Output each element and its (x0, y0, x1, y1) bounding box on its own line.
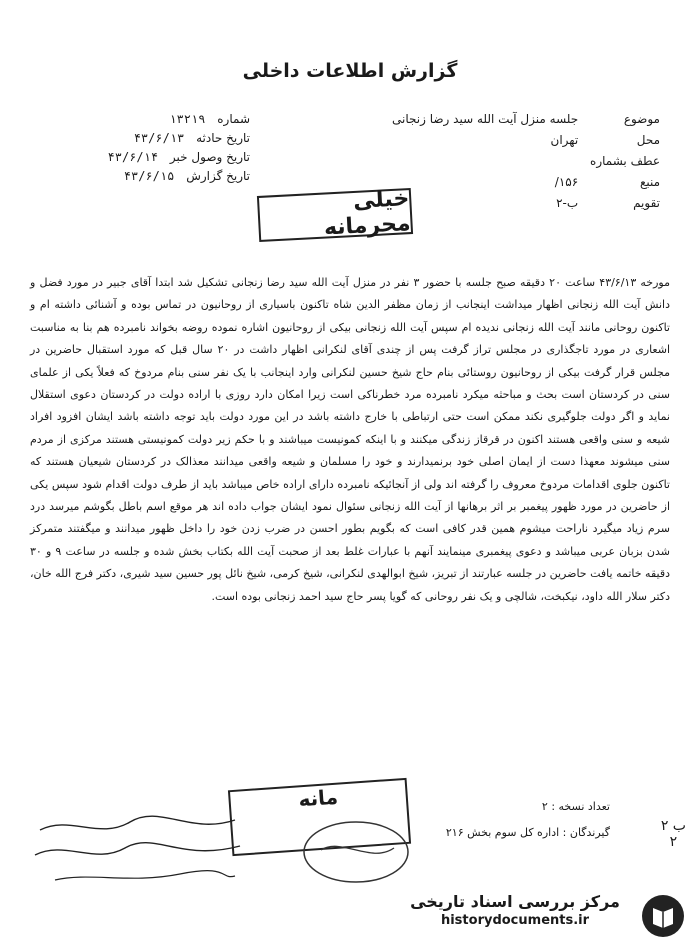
subject-label: موضوع (623, 112, 660, 126)
recipients-value: اداره کل سوم بخش ۲۱۶ (445, 826, 560, 839)
report-paragraph: مورخه ۴۳/۶/۱۳ ساعت ۲۰ دقیقه صبح جلسه با حضور ۳ نفر در منزل آیت الله سید رضا زنجانی تشکیل شد ابتدا آقای جبیر در مورد فضل و دانش آیت الله زنجانی اظهار میداشت اینجانب از زمان مظفر الدین شاه تاکنون باسیاری از روحانیون در تماس بوده و آشنائی داشته ام و تاکنون روحانی مانند آیت الله زنجانی ندیده ام سپس آیت الله زنجانی بیکی از روحانیون اشاره نموده روضه بخواند نامبرده هم بنا به مناسبت اشعاری در مورد تاجگذاری در مجلس تراز گرفت پس از چندی آقای لنکرانی اظهار داشت در ۲۰ سال قبل که مورد استقبال حاضرین در مجلس قرار گرفت بیکی از روحانیون روستائی بنام حاج شیخ حسین لنکرانی وارد اینجانب با یک نفر سنی بنام مردوخ که فعلاً یکی از علمای سنی در کردستان است بحث و مباحثه میکرد نامبرده مرد خطرناکی است زیرا امکان دارد روزی با اراده دولت در کردستان دعوی استقلال نماید و اگر دولت جلوگیری نکند ممکن است حتی ارتباطی با خارج داشته باشد در این مورد دولت باید توجه داشته باشد ایشان افزود افراد شیعه و سنی واقعی هستند اکنون در قرقاز زندگی میکنند و با اینکه کمونیست میباشند و با حکم زیر دولت کمونیستی هستند مرکزی از مردم سنی میشوند معهذا دست از ایمان اصلی خود برنمیدارند و خود را مسلمان و شیعه واقعی میدانند معذالک در کردستان شیعیان هستند که تاکنون جلوی اقدامات مردوخ معروف را گرفته اند ولی از آنجائیکه نامبرده دارای اراده خاص میباشد باید از طرف دولت اقدام شود سپس یکی از حاضرین در مورد ظهور پیغمبر بر اثر برهانها از آیت الله زنجانی سئوال نمود ایشان جواب داده اند هر موقع اسم باطل بگوشم میرسد درد سرم زیاد میگیرد ناراحت میشوم همین قدر کافی است که بگویم بطور احسن در ضرب زدن خود را داخل ظهور میدانند و میگفتند متمرکز شدن بزبان عربی میباشد و دعوی پیغمبری مینمایند آنهم با عبارات غلط بعد از صحبت آیت الله بکتاب بخش شده و جلسه در ساعت ۹ و ۳۰ دقیقه خاتمه یافت حاضرین در جلسه عبارتند از تبریز، شیخ ابوالهدی لنکرانی، شیخ کرمی، شیخ نائل پور حسین سید شیری، دکتر فرج الله خان، دکتر سلار الله داود، نیکبخت، شالچی و یک نفر روحانی که گویا پسر حاج سید احمد زنجانی بوده است. (30, 276, 670, 603)
location-value: تهران (550, 133, 579, 147)
reference-label: عطف بشماره (590, 154, 660, 168)
subject-row (260, 112, 660, 133)
watermark-name: مرکز بررسی اسناد تاریخی (410, 892, 620, 911)
report-date-label: تاریخ گزارش (186, 169, 250, 183)
document-title: گزارش اطلاعات داخلی (242, 60, 458, 82)
number-value: ۱۳۲۱۹ (169, 112, 206, 126)
rating-label: تقویم (633, 196, 660, 210)
report-date-value: ۴۳/۶/۱۵ (123, 169, 175, 183)
number-row (40, 112, 250, 131)
margin-note (661, 818, 686, 850)
copies-label: تعداد نسخه (558, 800, 610, 813)
event-date-label: تاریخ حادثه (196, 131, 250, 145)
received-date-value: ۴۳/۶/۱۴ (107, 150, 159, 164)
received-date-label: تاریخ وصول خبر (169, 150, 250, 164)
distribution-fields (390, 800, 610, 852)
watermark (390, 892, 640, 928)
report-body (30, 272, 670, 608)
number-label: شماره (217, 112, 250, 126)
handwritten-signature (30, 810, 250, 890)
book-emblem-icon (640, 893, 686, 939)
event-date-row (40, 131, 250, 150)
subject-value: جلسه منزل آیت الله سید رضا زنجانی (392, 112, 579, 126)
copies-row: تعداد نسخه : ۲ (541, 800, 610, 813)
watermark-url: historydocuments.ir (440, 913, 590, 928)
margin-note-line2: ۲ (669, 834, 678, 850)
reference-row (260, 154, 660, 175)
margin-note-line1: ب ۲ (660, 818, 686, 834)
source-label: منبع (639, 175, 660, 189)
recipients-row: گیرندگان : اداره کل سوم بخش ۲۱۶ (445, 826, 610, 839)
received-date-row (40, 150, 250, 169)
recipients-label: گیرندگان (569, 826, 610, 839)
report-date-row (40, 169, 250, 188)
meta-fields-left (40, 112, 250, 188)
event-date-value: ۴۳/۶/۱۳ (133, 131, 185, 145)
secret-stamp: خیلی محرمانه (257, 188, 413, 242)
boxed-stamp: مانه (228, 778, 411, 856)
copies-value: ۲ (541, 800, 548, 813)
location-label: محل (636, 133, 660, 147)
rating-value: ب-۲ (556, 196, 579, 210)
location-row (260, 133, 660, 154)
source-value: ۱۵۶/ (554, 175, 579, 189)
